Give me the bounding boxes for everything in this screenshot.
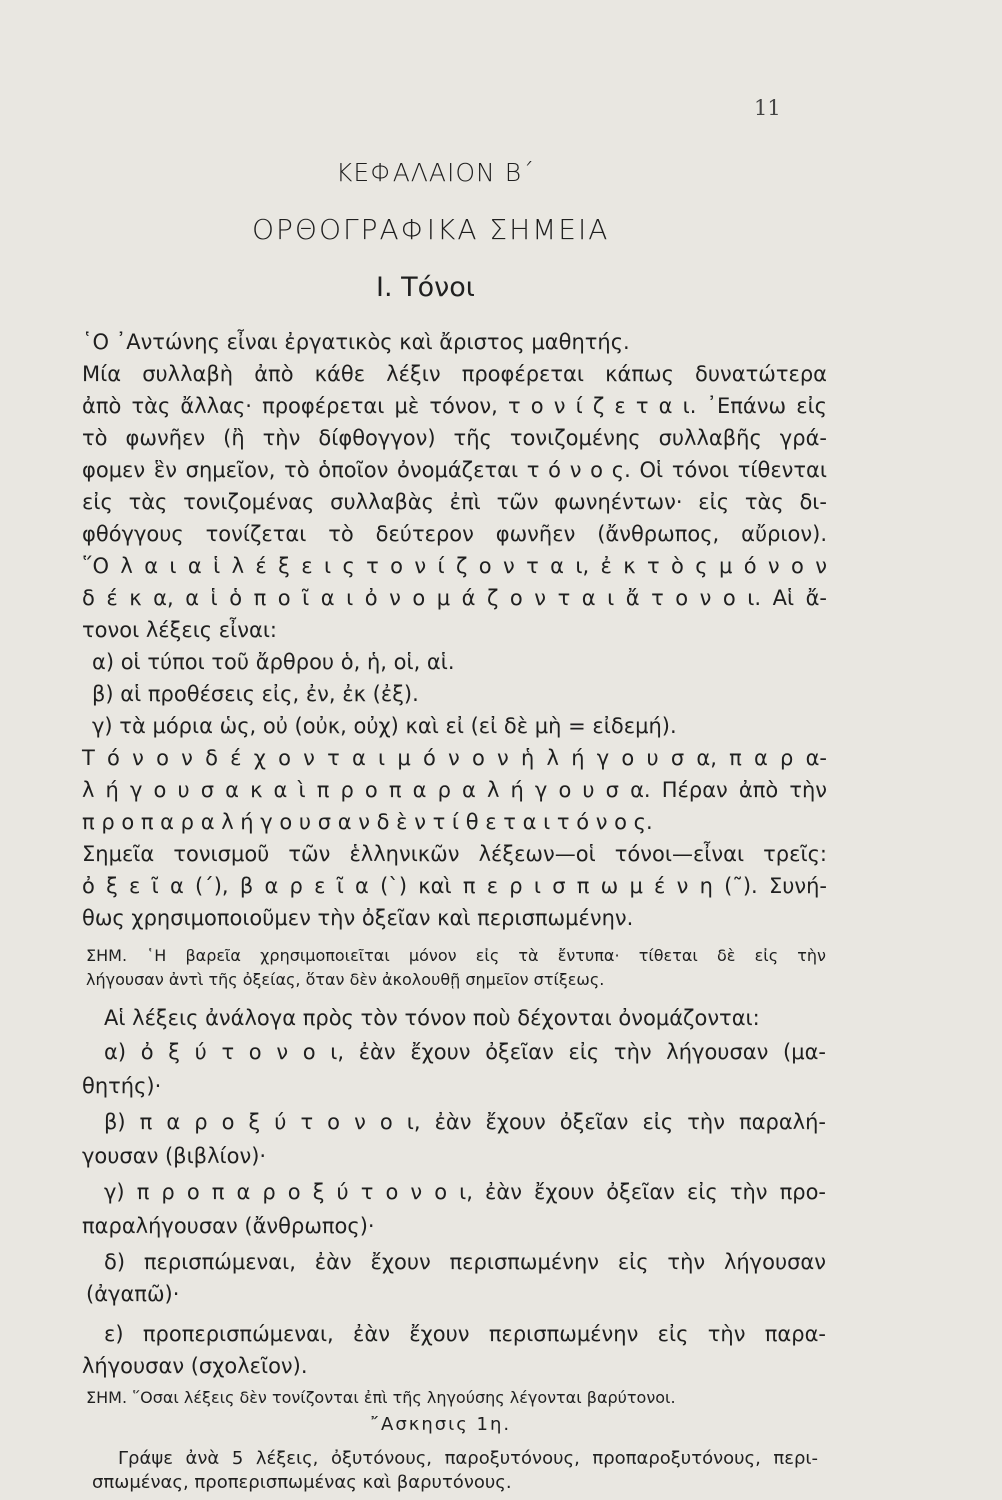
list-item: λήγουσαν (σχολεῖον). xyxy=(82,1354,308,1378)
paragraph-line: δ έ κ α, α ἱ ὁ π ο ῖ α ι ὀ ν ο μ ά ζ ο ν τ α ι ἄ τ ο ν ο ι. Αἱ ἄ- xyxy=(82,586,827,610)
paragraph-line: π ρ ο π α ρ α λ ή γ ο υ σ α ν δ ὲ ν τ ί θ ε τ α ι τ ό ν ο ς. xyxy=(82,810,653,834)
note-line: ΣΗΜ. ῞Οσαι λέξεις δὲν τονίζονται ἐπὶ τῆς ληγούσης λέγονται βαρύτονοι. xyxy=(86,1388,676,1407)
paragraph-line: Μία συλλαβὴ ἀπὸ κάθε λέξιν προφέρεται κάπως δυνατώτερα xyxy=(82,362,827,386)
paragraph-line: τὸ φωνῆεν (ἢ τὴν δίφθογγον) τῆς τονιζομένης συλλαβῆς γρά- xyxy=(82,426,827,450)
section-heading: Ι. Τόνοι xyxy=(376,272,475,303)
exercise-line: Γράψε ἀνὰ 5 λέξεις, ὀξυτόνους, παροξυτόνους, προπαροξυτόνους, περι- xyxy=(118,1448,818,1469)
list-item: παραλήγουσαν (ἄνθρωπος)· xyxy=(82,1214,375,1238)
paragraph-line: ἀπὸ τὰς ἄλλας· προφέρεται μὲ τόνον, τ ο ν ί ζ ε τ α ι. ᾿Επάνω εἰς xyxy=(82,394,827,418)
paragraph-line: θως χρησιμοποιοῦμεν τὴν ὀξεῖαν καὶ περισπωμένην. xyxy=(82,906,634,930)
paragraph-line: λ ή γ ο υ σ α κ α ὶ π ρ ο π α ρ α λ ή γ ο υ σ α. Πέραν ἀπὸ τὴν xyxy=(82,778,827,802)
list-item: δ) περισπώμεναι, ἐὰν ἔχουν περισπωμένην εἰς τὴν λήγουσαν xyxy=(104,1249,826,1274)
paragraph-line: ῞Ο λ α ι α ἱ λ έ ξ ε ι ς τ ο ν ί ζ ο ν τ α ι, ἐ κ τ ὸ ς μ ό ν ο ν xyxy=(82,554,827,578)
paragraph-line: ῾Ο ᾿Αντώνης εἶναι ἐργατικὸς καὶ ἄριστος μαθητής. xyxy=(82,330,630,354)
paragraph-line: φομεν ἓν σημεῖον, τὸ ὁποῖον ὀνομάζεται τ ό ν ο ς. Οἱ τόνοι τίθενται xyxy=(82,458,827,482)
page-title: ΟΡΘΟΓΡΑΦΙΚΑ ΣΗΜΕΙΑ xyxy=(252,213,610,246)
list-item: γ) τὰ μόρια ὡς, οὐ (οὐκ, οὐχ) καὶ εἰ (εἰ δὲ μὴ = εἰδεμή). xyxy=(92,714,677,738)
list-item: α) ὀ ξ ύ τ ο ν ο ι, ἐὰν ἔχουν ὀξεῖαν εἰς τὴν λήγουσαν (μα- xyxy=(104,1040,826,1064)
paragraph-line: Τ ό ν ο ν δ έ χ ο ν τ α ι μ ό ν ο ν ἡ λ ή γ ο υ σ α, π α ρ α- xyxy=(82,746,827,770)
paragraph-line: Αἱ λέξεις ἀνάλογα πρὸς τὸν τόνον ποὺ δέχονται ὀνομάζονται: xyxy=(104,1006,760,1030)
exercise-line: σπωμένας, προπερισπωμένας καὶ βαρυτόνους. xyxy=(92,1472,512,1493)
paragraph-line: Σημεῖα τονισμοῦ τῶν ἑλληνικῶν λέξεων—οἱ τόνοι—εἶναι τρεῖς: xyxy=(82,842,827,866)
exercise-title: ῎Ασκησις 1η. xyxy=(370,1414,512,1435)
list-item: γ) π ρ ο π α ρ ο ξ ύ τ ο ν ο ι, ἐὰν ἔχουν ὀξεῖαν εἰς τὴν προ- xyxy=(104,1180,826,1204)
page-number: 11 xyxy=(754,96,781,120)
list-item: β) αἱ προθέσεις εἰς, ἐν, ἐκ (ἐξ). xyxy=(92,682,419,706)
note-line: λήγουσαν ἀντὶ τῆς ὀξείας, ὅταν δὲν ἀκολουθῇ σημεῖον στίξεως. xyxy=(86,970,605,989)
note-line: ΣΗΜ. ῾Η βαρεῖα χρησιμοποιεῖται μόνον εἰς τὰ ἔντυπα· τίθεται δὲ εἰς τὴν xyxy=(86,946,826,965)
list-item: θητής)· xyxy=(82,1074,162,1098)
list-item: α) οἱ τύποι τοῦ ἄρθρου ὁ, ἡ, οἱ, αἱ. xyxy=(92,650,455,674)
paragraph-line: φθόγγους τονίζεται τὸ δεύτερον φωνῆεν (ἄνθρωπος, αὔριον). xyxy=(82,522,827,546)
chapter-heading: ΚΕΦΑΛΑΙΟΝ Β΄ xyxy=(336,158,536,187)
paragraph-line: τονοι λέξεις εἶναι: xyxy=(82,618,278,642)
list-item: (ἀγαπῶ)· xyxy=(86,1281,180,1306)
paragraph-line: ὀ ξ ε ῖ α (΄), β α ρ ε ῖ α (`) καὶ π ε ρ ι σ π ω μ έ ν η (῀). Συνή- xyxy=(82,874,827,898)
list-item: β) π α ρ ο ξ ύ τ ο ν ο ι, ἐὰν ἔχουν ὀξεῖαν εἰς τὴν παραλή- xyxy=(104,1110,826,1134)
paragraph-line: εἰς τὰς τονιζομένας συλλαβὰς ἐπὶ τῶν φωνηέντων· εἰς τὰς δι- xyxy=(82,490,827,514)
list-item: ε) προπερισπώμεναι, ἐὰν ἔχουν περισπωμένην εἰς τὴν παρα- xyxy=(104,1322,826,1346)
list-item: γουσαν (βιβλίον)· xyxy=(82,1144,267,1168)
